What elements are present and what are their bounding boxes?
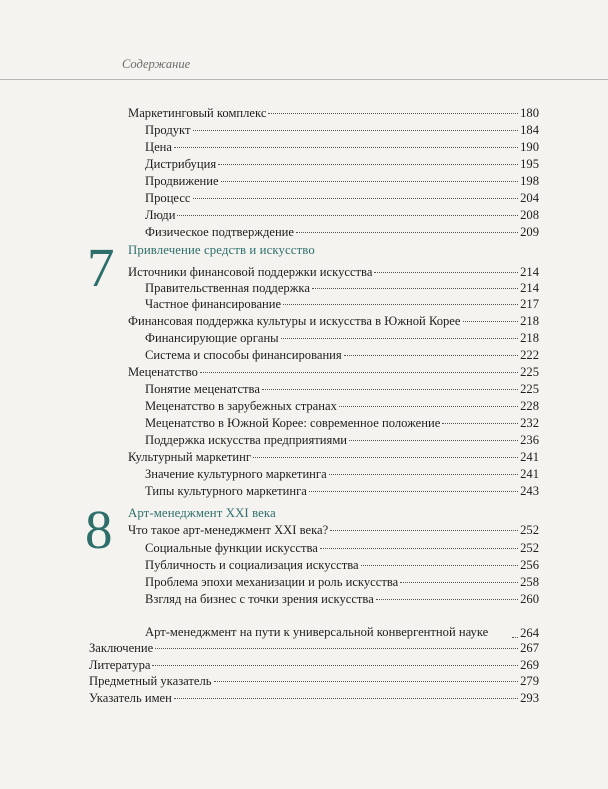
dot-leader: [174, 698, 518, 699]
toc-entry-page: 217: [520, 297, 539, 311]
toc-entry-title: Люди: [145, 208, 176, 222]
dot-leader: [193, 198, 519, 199]
toc-entry-page: 209: [520, 225, 539, 239]
chapter-title-text: Привлечение средств и искусство: [128, 243, 315, 257]
dot-leader: [152, 665, 518, 666]
toc-entry-page: 267: [520, 641, 539, 655]
toc-entry-title: Меценатство в Южной Корее: современное положение: [145, 416, 441, 430]
toc-entry[interactable]: [145, 296, 539, 313]
toc-entry-page: 241: [520, 467, 539, 481]
toc-entry-page: 180: [520, 106, 539, 120]
toc-entry[interactable]: [145, 607, 539, 641]
dot-leader: [349, 440, 518, 441]
chapter-title-text: Арт-менеджмент XXI века: [128, 506, 276, 520]
toc-entry-title: Цена: [145, 140, 173, 154]
dot-leader: [309, 491, 518, 492]
toc-entry[interactable]: [128, 522, 539, 539]
toc-entry-page: 252: [520, 541, 539, 555]
toc-entry-page: 214: [520, 281, 539, 295]
toc-entry[interactable]: [145, 224, 539, 241]
toc-entry-page: 190: [520, 140, 539, 154]
toc-entry-page: 241: [520, 450, 539, 464]
dot-leader: [442, 423, 518, 424]
toc-entry-title: Понятие меценатства: [145, 382, 260, 396]
toc-entry-title: Взгляд на бизнес с точки зрения искусства: [145, 592, 374, 606]
toc-entry-title: Финансовая поддержка культуры и искусства в Южной Корее: [128, 314, 461, 328]
toc-entry-title: Литература: [89, 658, 151, 672]
toc-entry-page: 225: [520, 382, 539, 396]
toc-entry-title: Частное финансирование: [145, 297, 282, 311]
dot-leader: [214, 681, 519, 682]
toc-entry-page: 204: [520, 191, 539, 205]
toc-entry[interactable]: [89, 673, 539, 690]
dot-leader: [339, 406, 518, 407]
toc-entry-page: 256: [520, 558, 539, 572]
toc-entry[interactable]: [145, 483, 539, 500]
toc-entry[interactable]: [145, 557, 539, 574]
toc-entry-title: Публичность и социализация искусства: [145, 558, 359, 572]
toc-entry[interactable]: [145, 280, 539, 297]
toc-entry-title: Финансирующие органы: [145, 331, 279, 345]
toc-entry-title: Продукт: [145, 123, 191, 137]
toc-entry-page: 279: [520, 674, 539, 688]
dot-leader: [218, 164, 518, 165]
dot-leader: [296, 232, 518, 233]
dot-leader: [283, 304, 518, 305]
toc-entry-title: Меценатство: [128, 365, 198, 379]
dot-leader: [376, 599, 518, 600]
toc-entry[interactable]: [128, 313, 539, 330]
toc-entry-title: Физическое подтверждение: [145, 225, 295, 239]
toc-entry[interactable]: [128, 449, 539, 466]
toc-entry[interactable]: [145, 122, 539, 139]
toc-entry-page: 218: [520, 331, 539, 345]
toc-entry-title: Что такое арт-менеджмент XXI века?: [128, 523, 329, 537]
toc-entry-title: Меценатство в зарубежных странах: [145, 399, 337, 413]
toc-entry-page: 243: [520, 484, 539, 498]
chapter-number: 7: [87, 237, 115, 298]
toc-entry-page: 218: [520, 314, 539, 328]
toc-entry[interactable]: [89, 640, 539, 657]
dot-leader: [344, 355, 518, 356]
running-header: Содержание: [122, 57, 191, 71]
toc-entry-title: Типы культурного маркетинга: [145, 484, 307, 498]
toc-entry-title: Арт-менеджмент на пути к универсальной конвергентной науке: [145, 625, 489, 639]
toc-entry-title: Правительственная поддержка: [145, 281, 310, 295]
dot-leader: [174, 147, 518, 148]
toc-entry[interactable]: [145, 466, 539, 483]
chapter-title[interactable]: [128, 505, 539, 522]
dot-leader: [320, 548, 518, 549]
dot-leader: [329, 474, 518, 475]
dot-leader: [330, 530, 518, 531]
toc-entry[interactable]: [145, 591, 539, 608]
toc-entry[interactable]: [145, 139, 539, 156]
toc-entry[interactable]: [145, 330, 539, 347]
dot-leader: [253, 457, 518, 458]
toc-entry-title: Предметный указатель: [89, 674, 212, 688]
dot-leader: [512, 637, 518, 638]
toc-entry-title: Поддержка искусства предприятиями: [145, 433, 348, 447]
toc-entry-title: Указатель имен: [89, 691, 172, 705]
toc-entry-page: 264: [520, 626, 539, 640]
toc-entry-page: 184: [520, 123, 539, 137]
toc-entry-title: Продвижение: [145, 174, 219, 188]
toc-entry-title: Система и способы финансирования: [145, 348, 342, 362]
toc-entry-title: Источники финансовой поддержки искусства: [128, 265, 373, 279]
toc-entry-title: Проблема эпохи механизации и роль искусства: [145, 575, 399, 589]
toc-entry-title: Процесс: [145, 191, 191, 205]
toc-entry-page: 214: [520, 265, 539, 279]
dot-leader: [463, 321, 519, 322]
toc-entry[interactable]: [128, 105, 539, 122]
toc-entry-page: 225: [520, 365, 539, 379]
toc-entry-page: 260: [520, 592, 539, 606]
chapter-number: 8: [85, 499, 113, 560]
toc-entry-page: 252: [520, 523, 539, 537]
toc-entry-title: Маркетинговый комплекс: [128, 106, 267, 120]
toc-entry-page: 195: [520, 157, 539, 171]
toc-entry[interactable]: [145, 432, 539, 449]
dot-leader: [361, 565, 519, 566]
dot-leader: [281, 338, 518, 339]
toc-entry-title: Заключение: [89, 641, 154, 655]
dot-leader: [177, 215, 518, 216]
toc-entry[interactable]: [145, 347, 539, 364]
toc-entry[interactable]: [128, 264, 539, 281]
toc-entry[interactable]: [128, 364, 539, 381]
toc-entry[interactable]: [145, 207, 539, 224]
dot-leader: [312, 288, 518, 289]
toc-entry-title: Социальные функции искусства: [145, 541, 318, 555]
toc-entry[interactable]: [145, 415, 539, 432]
dot-leader: [200, 372, 518, 373]
dot-leader: [268, 113, 518, 114]
toc-entry[interactable]: [145, 173, 539, 190]
toc-entry-page: 208: [520, 208, 539, 222]
header-rule: [0, 79, 608, 80]
toc-entry-page: 198: [520, 174, 539, 188]
toc-entry-page: 236: [520, 433, 539, 447]
toc-entry-title: Значение культурного маркетинга: [145, 467, 327, 481]
toc-entry-title: Культурный маркетинг: [128, 450, 252, 464]
dot-leader: [400, 582, 518, 583]
toc-entry[interactable]: [89, 690, 539, 707]
chapter-title[interactable]: [128, 242, 539, 259]
toc-entry-page: 293: [520, 691, 539, 705]
dot-leader: [193, 130, 519, 131]
dot-leader: [262, 389, 518, 390]
dot-leader: [374, 272, 518, 273]
dot-leader: [221, 181, 518, 182]
toc-entry[interactable]: [145, 574, 539, 591]
toc-entry-title: Дистрибуция: [145, 157, 217, 171]
toc-entry[interactable]: [89, 657, 539, 674]
toc-entry[interactable]: [145, 398, 539, 415]
toc-entry-page: 269: [520, 658, 539, 672]
toc-entry-page: 228: [520, 399, 539, 413]
toc-entry[interactable]: [145, 540, 539, 557]
dot-leader: [155, 648, 518, 649]
toc-entry-page: 258: [520, 575, 539, 589]
toc-entry[interactable]: [145, 156, 539, 173]
toc-entry[interactable]: [145, 190, 539, 207]
toc-entry-page: 232: [520, 416, 539, 430]
toc-entry-page: 222: [520, 348, 539, 362]
toc-entry[interactable]: [145, 381, 539, 398]
